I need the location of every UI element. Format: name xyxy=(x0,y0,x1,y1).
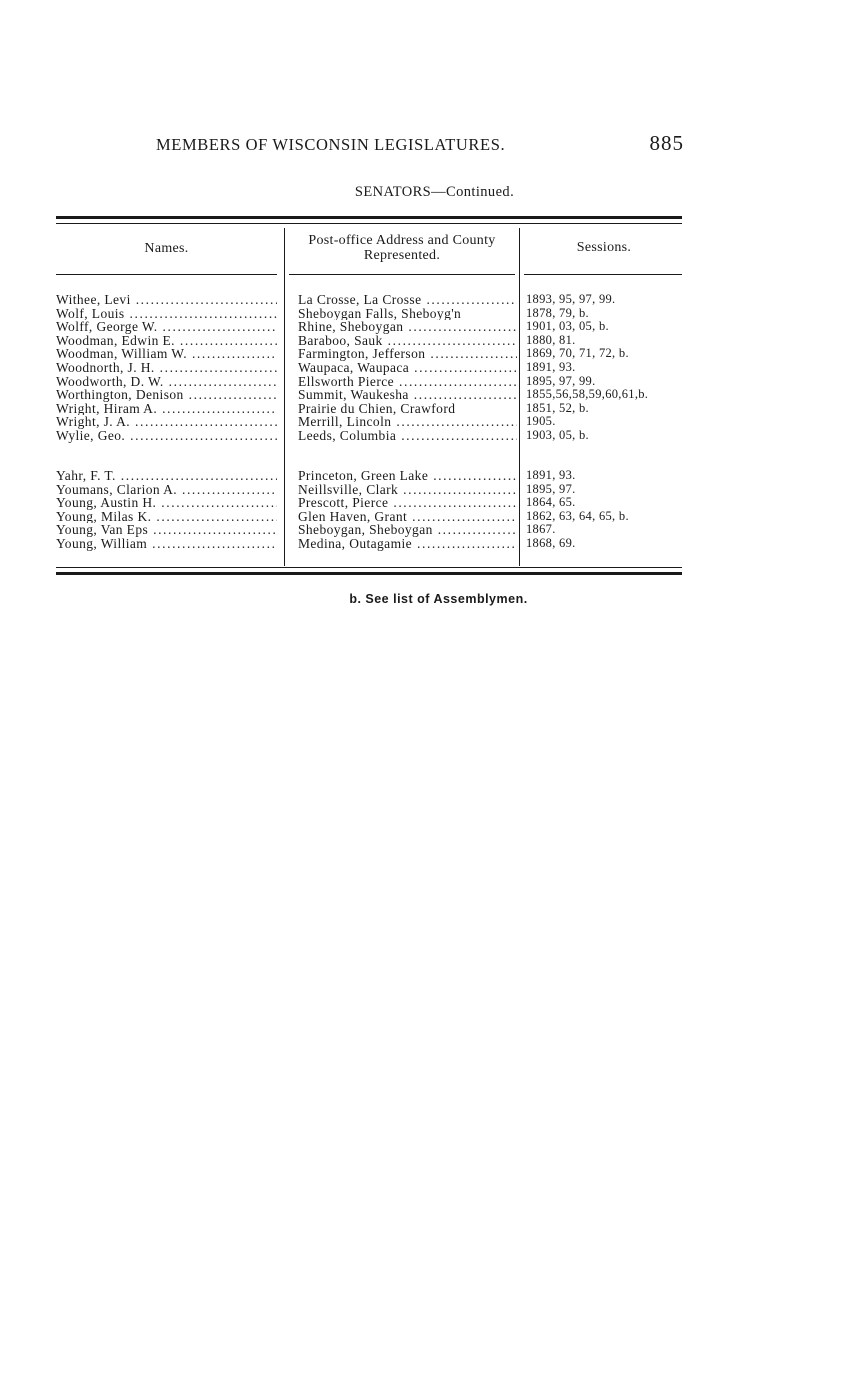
table-row xyxy=(56,293,682,307)
senators-group-w xyxy=(56,293,682,443)
post-office-address: Sheboygan, Sheboygan ..... xyxy=(298,523,517,537)
post-office-address: Princeton, Green Lake ..... xyxy=(298,469,517,483)
post-office-address: Prairie du Chien, Crawford xyxy=(298,401,456,416)
senator-name: Yahr, F. T. ..... xyxy=(56,469,277,483)
senator-name: Worthington, Denison ..... xyxy=(56,388,277,402)
table-row xyxy=(56,483,682,497)
sessions: 1903, 05, b. xyxy=(526,428,589,442)
senator-name: Wright, Hiram A. ..... xyxy=(56,402,277,416)
running-title: MEMBERS OF WISCONSIN LEGISLATURES. xyxy=(156,135,506,154)
page-number: 885 xyxy=(649,131,684,155)
sessions: 1891, 93. xyxy=(526,360,576,374)
table-row xyxy=(56,469,682,483)
table-row xyxy=(56,510,682,524)
sessions: 1851, 52, b. xyxy=(526,401,589,415)
sessions: 1867. xyxy=(526,523,556,537)
sessions: 1868, 69. xyxy=(526,536,576,550)
table-row xyxy=(56,307,682,321)
column-header-names: Names. xyxy=(144,241,189,256)
sessions: 1864, 65. xyxy=(526,496,576,510)
table-row xyxy=(56,320,682,334)
table-row xyxy=(56,496,682,510)
sessions: 1891, 93. xyxy=(526,469,576,482)
column-header-post-office: Post-office Address and County Represented. xyxy=(308,233,496,263)
post-office-address: Sheboygan Falls, Sheboyg'n xyxy=(298,306,462,321)
senator-name: Withee, Levi ..... xyxy=(56,293,277,307)
sessions: 1893, 95, 97, 99. xyxy=(526,293,616,306)
sessions: 1862, 63, 64, 65, b. xyxy=(526,509,629,523)
senator-name: Woodman, William W. ..... xyxy=(56,347,277,361)
senator-name: Woodman, Edwin E. ..... xyxy=(56,334,277,348)
senator-name: Wolf, Louis ..... xyxy=(56,307,277,321)
running-head xyxy=(156,131,684,161)
table-row xyxy=(56,375,682,389)
table-row xyxy=(56,537,682,551)
table-row xyxy=(56,334,682,348)
senator-name: Woodnorth, J. H. ..... xyxy=(56,361,277,375)
table-row xyxy=(56,361,682,375)
bottom-rule-thick xyxy=(56,572,682,575)
sessions: 1855,56,58,59,60,61,b. xyxy=(526,388,649,402)
table-row xyxy=(56,415,682,429)
header-underline-sessions xyxy=(524,274,682,275)
sessions: 1880, 81. xyxy=(526,333,576,347)
sessions: 1869, 70, 71, 72, b. xyxy=(526,347,629,361)
sessions: 1905. xyxy=(526,415,556,429)
column-header-sessions: Sessions. xyxy=(576,240,632,255)
post-office-address: Rhine, Sheboygan ..... xyxy=(298,320,517,334)
top-rule-thick xyxy=(56,216,682,219)
bottom-rule-thin xyxy=(56,567,682,568)
table-row xyxy=(56,347,682,361)
header-underline-post-office xyxy=(289,274,515,275)
senator-name: Young, William ..... xyxy=(56,537,277,551)
table-row xyxy=(56,388,682,402)
sessions: 1895, 97, 99. xyxy=(526,374,596,388)
senators-table xyxy=(56,216,682,578)
senator-name: Wylie, Geo. ..... xyxy=(56,429,277,443)
senator-name: Young, Milas K. ..... xyxy=(56,510,277,524)
post-office-address: Ellsworth Pierce ..... xyxy=(298,375,517,389)
sessions: 1895, 97. xyxy=(526,482,576,496)
section-title: SENATORS—Continued. xyxy=(354,184,515,200)
post-office-address: Prescott, Pierce ..... xyxy=(298,496,517,510)
post-office-address: Neillsville, Clark ..... xyxy=(298,483,517,497)
top-rule-thin xyxy=(56,223,682,224)
senator-name: Youmans, Clarion A. ..... xyxy=(56,483,277,497)
table-row xyxy=(56,429,682,443)
senators-group-y xyxy=(56,469,682,551)
senator-name: Young, Van Eps ..... xyxy=(56,523,277,537)
sessions: 1878, 79, b. xyxy=(526,306,589,320)
table-row xyxy=(56,523,682,537)
post-office-address: Medina, Outagamie ..... xyxy=(298,537,517,551)
post-office-address: Merrill, Lincoln ..... xyxy=(298,415,517,429)
footnote: b. See list of Assemblymen. xyxy=(349,592,528,606)
post-office-address: Leeds, Columbia ..... xyxy=(298,429,517,443)
post-office-address: Glen Haven, Grant ..... xyxy=(298,510,517,524)
senator-name: Young, Austin H. ..... xyxy=(56,496,277,510)
post-office-address: Farmington, Jefferson ..... xyxy=(298,347,517,361)
senator-name: Wolff, George W. ..... xyxy=(56,320,277,334)
post-office-address: Baraboo, Sauk ..... xyxy=(298,334,517,348)
post-office-address: La Crosse, La Crosse ..... xyxy=(298,293,517,307)
senator-name: Wright, J. A. ..... xyxy=(56,415,277,429)
header-underline-names xyxy=(56,274,277,275)
post-office-address: Waupaca, Waupaca ..... xyxy=(298,361,517,375)
table-row xyxy=(56,402,682,416)
sessions: 1901, 03, 05, b. xyxy=(526,320,609,334)
senator-name: Woodworth, D. W. ..... xyxy=(56,375,277,389)
post-office-address: Summit, Waukesha ..... xyxy=(298,388,517,402)
